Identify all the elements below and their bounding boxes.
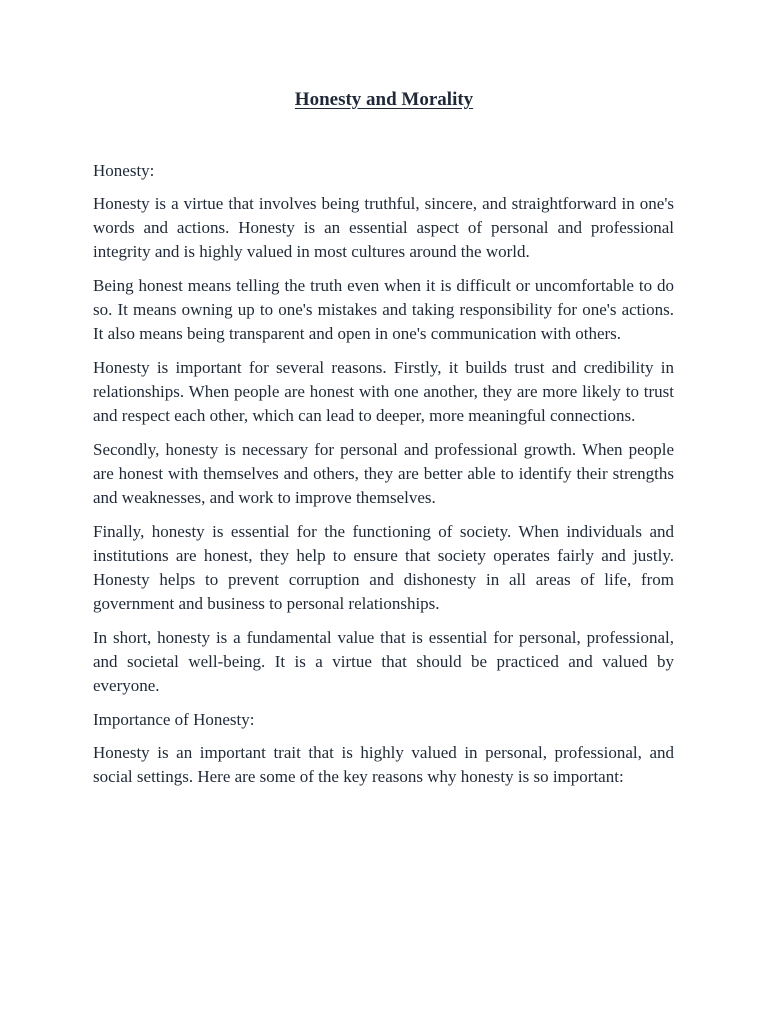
paragraph: Finally, honesty is essential for the functioning of society. When individuals and institutions are honest, they help to ensure that society operates fairly and justly. Honesty helps to prevent corruption and dishonesty in all areas of life, from government and business to personal relationships.	[93, 522, 674, 613]
paragraph: Being honest means telling the truth even when it is difficult or uncomfortable to do so. It means owning up to one's mistakes and taking responsibility for one's actions. It also means being transparent and open in one's communication with others.	[93, 276, 674, 343]
document-title: Honesty and Morality	[294, 89, 474, 110]
paragraph: Secondly, honesty is necessary for personal and professional growth. When people are honest with themselves and others, they are better able to identify their strengths and weaknesses, and work to improve themselves.	[93, 440, 674, 507]
document-body	[93, 159, 674, 799]
paragraph: In short, honesty is a fundamental value that is essential for personal, professional, and societal well-being. It is a virtue that should be practiced and valued by everyone.	[93, 628, 674, 695]
paragraph: Honesty is important for several reasons. Firstly, it builds trust and credibility in relationships. When people are honest with one another, they are more likely to trust and respect each other, which can lead to deeper, more meaningful connections.	[93, 358, 674, 425]
section-heading-importance: Importance of Honesty:	[93, 710, 255, 729]
paragraph: Honesty is a virtue that involves being truthful, sincere, and straightforward in one's words and actions. Honesty is an essential aspect of personal and professional integrity and is highly valued in most cultures around the world.	[93, 194, 674, 261]
paragraph: Honesty is an important trait that is highly valued in personal, professional, and social settings. Here are some of the key reasons why honesty is so important:	[93, 743, 674, 786]
section-heading-honesty: Honesty:	[93, 161, 155, 180]
